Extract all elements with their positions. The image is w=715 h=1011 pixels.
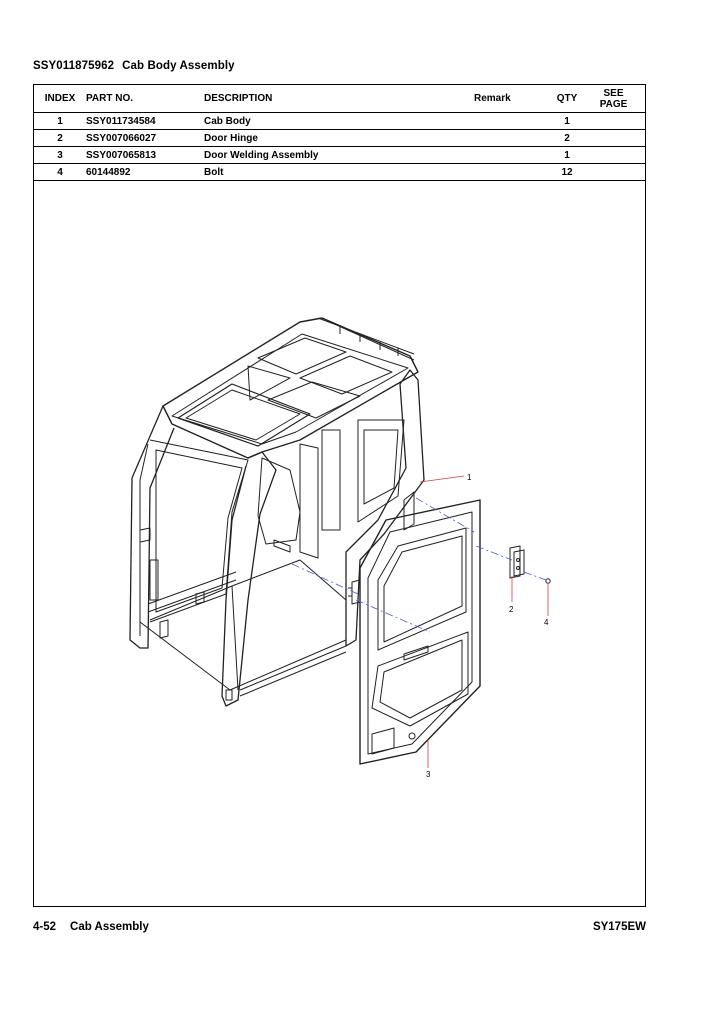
cell-index: 4 — [57, 166, 63, 178]
cell-index: 3 — [57, 149, 63, 161]
see-page-line1: SEE — [603, 87, 624, 99]
cell-qty: 1 — [564, 149, 570, 161]
col-remark: Remark — [474, 93, 511, 104]
callout-1: 1 — [467, 473, 472, 482]
cab-body-drawing — [130, 318, 424, 706]
col-qty: QTY — [556, 93, 578, 104]
assembly-title: Cab Body Assembly — [122, 60, 235, 72]
cell-index: 1 — [57, 115, 63, 127]
col-index: INDEX — [44, 93, 76, 104]
cell-description: Cab Body — [204, 115, 251, 127]
col-description: DESCRIPTION — [204, 93, 273, 104]
cell-description: Bolt — [204, 166, 224, 178]
cell-index: 2 — [57, 132, 63, 144]
cell-part-no: SSY007066027 — [86, 132, 157, 144]
callout-2: 2 — [509, 605, 514, 614]
cell-part-no: SSY007065813 — [86, 149, 157, 161]
page-number: 4-52 — [33, 921, 57, 933]
callout-4: 4 — [544, 618, 549, 627]
model-name: SY175EW — [592, 921, 646, 933]
assembly-lines — [292, 498, 546, 632]
assembly-code: SSY011875962 — [33, 60, 115, 72]
door-drawing — [348, 500, 480, 764]
bolt-drawing — [546, 579, 550, 583]
see-page-line2: PAGE — [599, 98, 628, 110]
cell-description: Door Welding Assembly — [204, 149, 319, 161]
cell-part-no: SSY011734584 — [86, 115, 156, 127]
section-name: Cab Assembly — [70, 921, 149, 933]
cell-part-no: 60144892 — [86, 166, 131, 178]
cell-qty: 2 — [564, 132, 570, 144]
cell-qty: 1 — [564, 115, 570, 127]
footer-left — [33, 921, 149, 933]
cell-description: Door Hinge — [204, 132, 258, 144]
hinge-drawing — [510, 546, 524, 578]
cell-qty: 12 — [561, 166, 573, 178]
col-part-no: PART NO. — [86, 93, 134, 104]
callout-3: 3 — [426, 770, 431, 779]
